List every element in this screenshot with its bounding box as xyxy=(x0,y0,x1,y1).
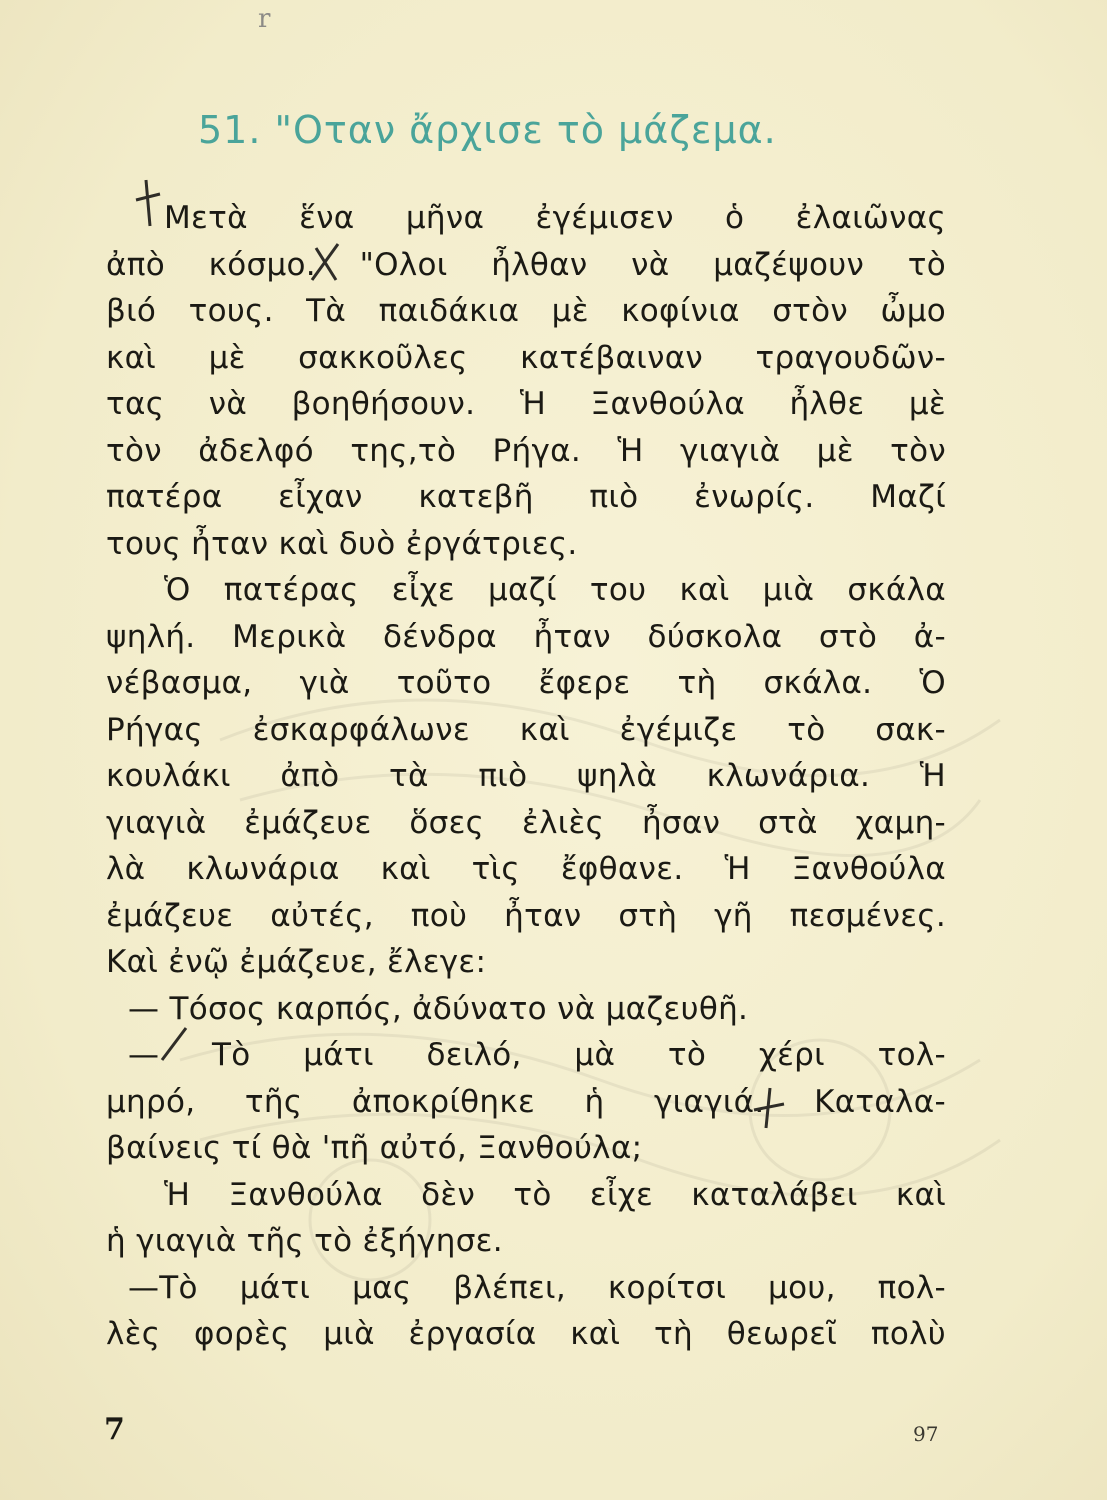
text-line: μηρό, τῆς ἀποκρίθηκε ἡ γιαγιά. Καταλα- xyxy=(106,1083,946,1120)
text-line: βιό τους. Τὰ παιδάκια μὲ κοφίνια στὸν ὦμο xyxy=(106,293,946,329)
signature-number: 7 xyxy=(104,1412,125,1447)
page-number: 97 xyxy=(913,1422,939,1446)
text-line: λὲς φορὲς μιὰ ἐργασία καὶ τὴ θεωρεῖ πολὺ xyxy=(106,1316,946,1352)
text-line: ἡ γιαγιὰ τῆς τὸ ἐξήγησε. xyxy=(106,1223,503,1259)
pencil-slash-mark xyxy=(308,240,342,284)
text-line: Καὶ ἐνῷ ἐμάζευε, ἔλεγε: xyxy=(106,944,487,980)
text-line: Ὁ πατέρας εἶχε μαζί του καὶ μιὰ σκάλα xyxy=(164,572,946,608)
text-line: ἀπὸ κόσμο. "Ολοι ἦλθαν νὰ μαζέψουν τὸ xyxy=(106,246,946,283)
text-line: ἐμάζευε αὐτές, ποὺ ἦταν στὴ γῆ πεσμένες. xyxy=(106,897,946,934)
pencil-dash-mark xyxy=(156,1024,196,1064)
text-line: γιαγιὰ ἐμάζευε ὅσες ἐλιὲς ἦσαν στὰ χαμη- xyxy=(106,804,946,841)
dialogue-line: — Τόσος καρπός, ἀδύνατο νὰ μαζευθῆ. xyxy=(128,990,749,1027)
dialogue-line: —Τὸ μάτι μας βλέπει, κορίτσι μου, πολ- xyxy=(128,1269,946,1306)
chapter-title: 51. "Οταν ἄρχισε τὸ μάζεμα. xyxy=(198,108,777,152)
pencil-cross-mark xyxy=(132,178,164,228)
text-line: Ἡ Ξανθούλα δὲν τὸ εἶχε καταλάβει καὶ xyxy=(164,1176,946,1213)
text-line: τὸν ἀδελφό της,τὸ Ρήγα. Ἡ γιαγιὰ μὲ τὸν xyxy=(106,432,946,469)
body-text xyxy=(106,195,946,1358)
text-line: λὰ κλωνάρια καὶ τὶς ἔφθανε. Ἡ Ξανθούλα xyxy=(106,851,946,887)
corner-pencil-mark: r xyxy=(258,4,271,34)
dialogue-line: — Τὸ μάτι δειλό, μὰ τὸ χέρι τολ- xyxy=(128,1037,946,1073)
text-line: τας νὰ βοηθήσουν. Ἡ Ξανθούλα ἦλθε μὲ xyxy=(106,386,946,422)
text-line: πατέρα εἶχαν κατεβῆ πιὸ ἐνωρίς. Μαζί xyxy=(106,479,946,515)
text-line: Μετὰ ἕνα μῆνα ἐγέμισεν ὁ ἐλαιῶνας xyxy=(164,200,946,236)
text-line: κουλάκι ἀπὸ τὰ πιὸ ψηλὰ κλωνάρια. Ἡ xyxy=(106,758,946,794)
text-line: ψηλή. Μερικὰ δένδρα ἦταν δύσκολα στὸ ἀ- xyxy=(106,618,946,655)
text-line: βαίνεις τί θὰ 'πῆ αὐτό, Ξανθούλα; xyxy=(106,1130,643,1166)
pencil-cross-mark xyxy=(752,1086,786,1130)
text-line: καὶ μὲ σακκοῦλες κατέβαιναν τραγουδῶν- xyxy=(106,339,946,376)
text-line: νέβασμα, γιὰ τοῦτο ἔφερε τὴ σκάλα. Ὁ xyxy=(106,665,946,701)
text-line: τους ἦταν καὶ δυὸ ἐργάτριες. xyxy=(106,525,578,562)
text-line: Ρήγας ἐσκαρφάλωνε καὶ ἐγέμιζε τὸ σακ- xyxy=(106,711,946,748)
